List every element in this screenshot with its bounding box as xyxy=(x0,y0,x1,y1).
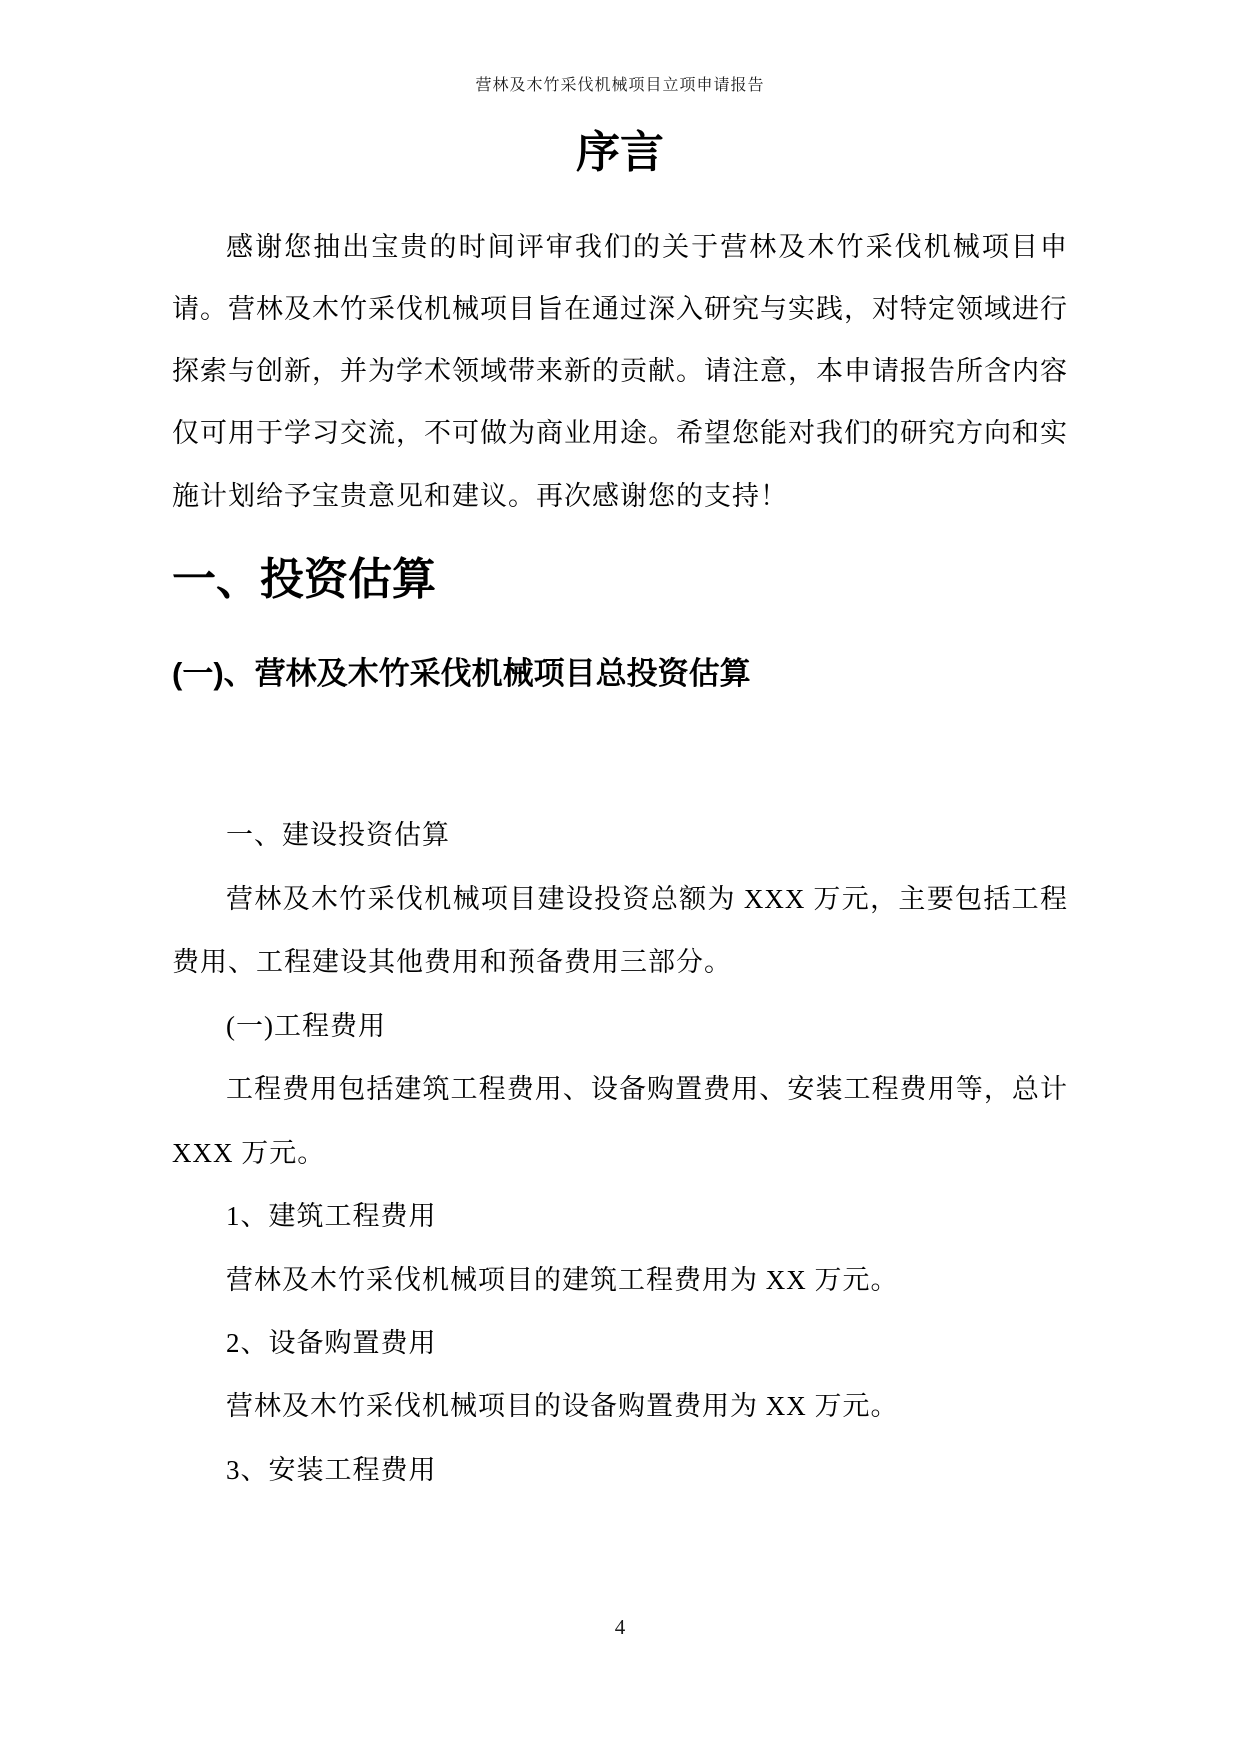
paragraph-construction-investment-heading: 一、建设投资估算 xyxy=(226,820,450,851)
document-header-title: 营林及木竹采伐机械项目立项申请报告 xyxy=(475,77,765,94)
section-heading-investment-estimate: 一、投资估算 xyxy=(172,554,436,604)
paragraph-engineering-cost-detail: 工程费用包括建筑工程费用、设备购置费用、安装工程费用等，总计 XXX 万元。 xyxy=(172,1074,1068,1168)
preface-paragraph: 感谢您抽出宝贵的时间评审我们的关于营林及木竹采伐机械项目申请。营林及木竹采伐机械项目旨在通过深入研究与实践，对特定领域进行探索与创新，并为学术领域带来新的贡献。请注意，本申请报告所含内容仅可用于学习交流，不可做为商业用途。希望您能对我们的研究方向和实施计划给予宝贵意见和建议。再次感谢您的支持！ xyxy=(172,232,1068,511)
subsection-heading-total-investment: (一)、营林及木竹采伐机械项目总投资估算 xyxy=(172,656,751,692)
paragraph-installation-cost-heading: 3、安装工程费用 xyxy=(226,1454,437,1485)
paragraph-total-construction-investment: 营林及木竹采伐机械项目建设投资总额为 XXX 万元，主要包括工程费用、工程建设其他费用和预备费用三部分。 xyxy=(172,883,1068,978)
paragraph-equipment-cost-detail: 营林及木竹采伐机械项目的设备购置费用为 XX 万元。 xyxy=(226,1391,899,1422)
paragraph-equipment-cost-heading: 2、设备购置费用 xyxy=(226,1327,437,1358)
paragraph-building-cost-detail: 营林及木竹采伐机械项目的建筑工程费用为 XX 万元。 xyxy=(226,1264,899,1295)
paragraph-building-cost-heading: 1、建筑工程费用 xyxy=(226,1201,437,1232)
paragraph-engineering-cost-heading: (一)工程费用 xyxy=(226,1010,386,1041)
page-title: 序言 xyxy=(576,128,664,178)
page-number: 4 xyxy=(614,1615,626,1639)
body-text-block xyxy=(172,804,1068,1502)
